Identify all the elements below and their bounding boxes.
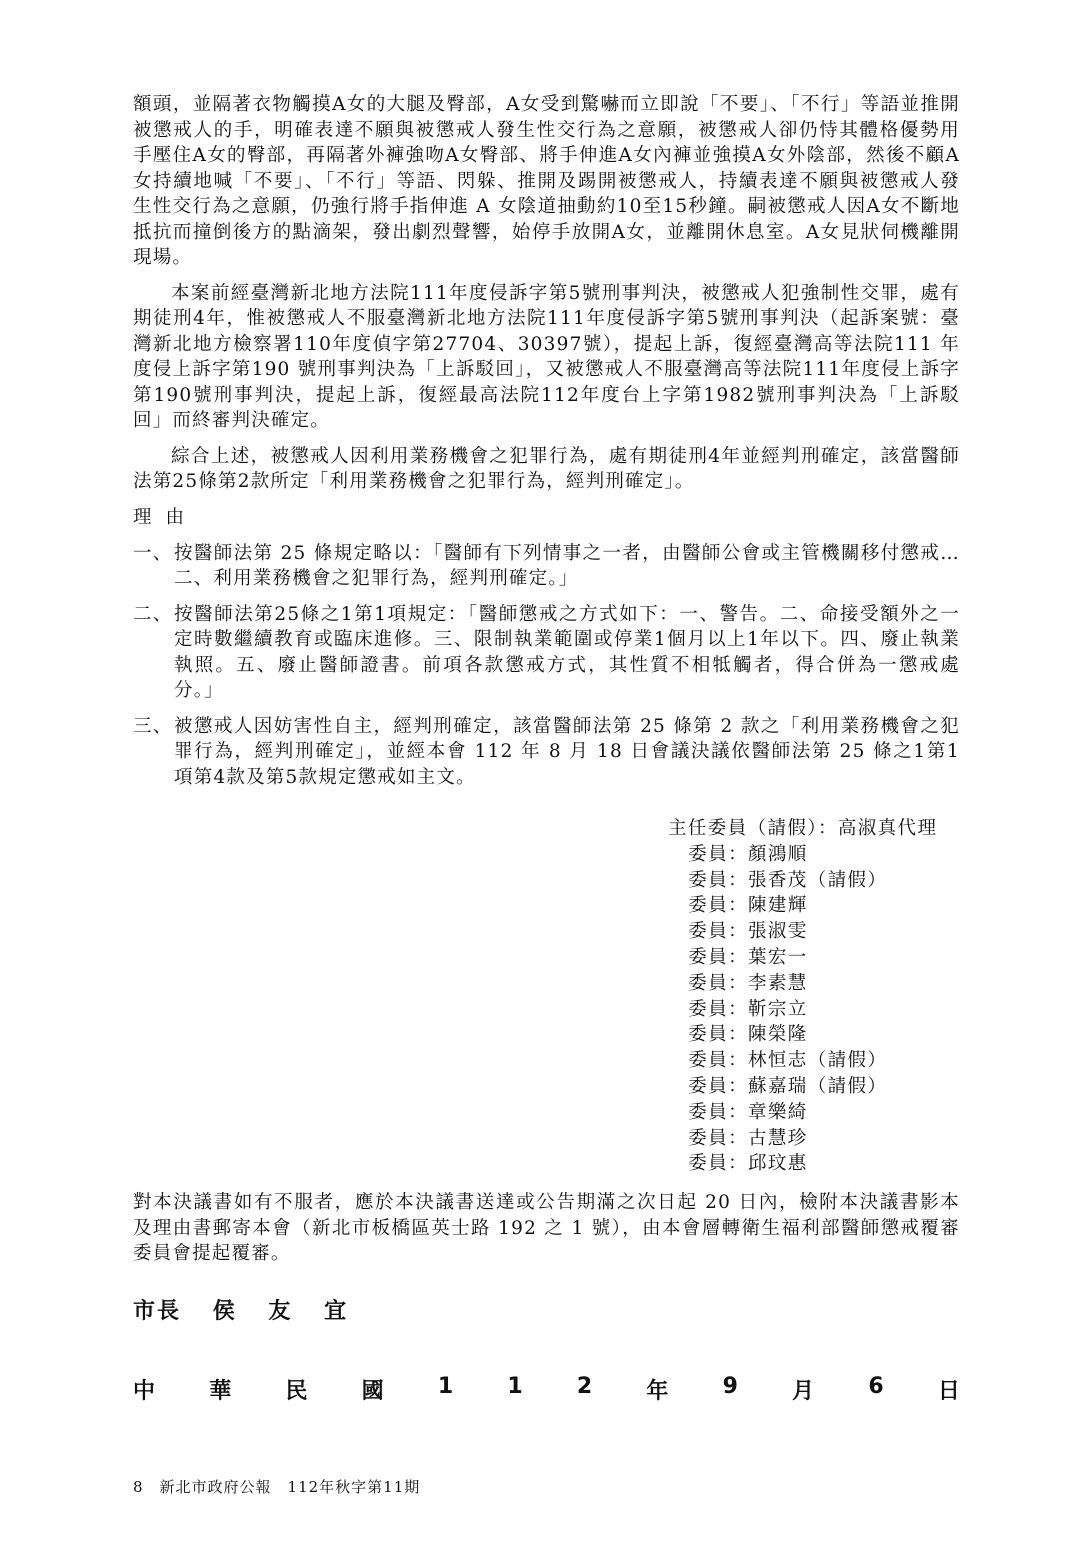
- member-name: 張香茂（請假）: [748, 869, 888, 891]
- reason-item-1: [133, 541, 960, 592]
- committee-member: [668, 1074, 968, 1100]
- reasons-heading: 理由: [133, 506, 199, 528]
- date-char: 1: [437, 1374, 454, 1399]
- member-name: 顏鴻順: [748, 843, 808, 865]
- reason-number: 三、: [133, 715, 173, 737]
- reason-text: 被懲戒人因妨害性自主，經判刑確定，該當醫師法第 25 條第 2 款之「利用業務機會之犯罪行為，經判刑確定」，並經本會 112 年 8 月 18 日會議決議依醫師法第 25 條之1第1項第4款及第5款規定懲戒如主文。: [174, 715, 960, 788]
- member-name: 陳榮隆: [748, 1024, 808, 1046]
- committee-member: [668, 997, 968, 1023]
- committee-member: [668, 1022, 968, 1048]
- appeal-notice: 對本決議書如有不服者，應於本決議書送達或公告期滿之次日起 20 日內，檢附本決議書影本及理由書郵寄本會（新北市板橋區英士路 192 之 1 號），由本會層轉衛生福利部醫師懲戒覆審委員會提起覆審。: [133, 1192, 960, 1264]
- date-char: 月: [792, 1379, 815, 1404]
- member-role-label: 委員：: [688, 921, 748, 943]
- committee-member: [668, 1048, 968, 1074]
- mayor-name-char: 侯: [212, 1299, 237, 1324]
- member-name: 陳建輝: [748, 895, 808, 917]
- member-role-label: 委員：: [688, 1050, 748, 1072]
- mayor-name-char: 宜: [324, 1299, 349, 1324]
- committee-chair: 主任委員（請假）：高淑真代理: [668, 818, 938, 839]
- member-name: 靳宗立: [748, 998, 808, 1020]
- mayor-signature: [133, 1294, 348, 1325]
- member-role-label: 委員：: [688, 843, 748, 865]
- date-char: 年: [646, 1379, 669, 1404]
- committee-member: [668, 842, 968, 868]
- reason-number: 一、: [133, 542, 173, 564]
- facts-paragraph-2: 本案前經臺灣新北地方法院111年度侵訴字第5號刑事判決，被懲戒人犯強制性交罪，處有期徒刑4年，惟被懲戒人不服臺灣新北地方法院111年度侵訴字第5號刑事判決（起訴案號：臺灣新北地方檢察署110年度偵字第27704、30397號），提起上訴，復經臺灣高等法院111 年度侵上訴字第190 號刑事判決為「上訴駁回」，又被懲戒人不服臺灣高等法院111年度侵上訴字第190號刑事判決，提起上訴，復經最高法院112年度台上字第1982號刑事判決為「上訴駁回」而終審判決確定。: [133, 282, 960, 431]
- date-char: 華: [209, 1379, 232, 1404]
- reason-text: 按醫師法第 25 條規定略以：「醫師有下列情事之一者，由醫師公會或主管機關移付懲戒…二、利用業務機會之犯罪行為，經判刑確定。」: [174, 542, 960, 589]
- facts-paragraph-1: 額頭，並隔著衣物觸摸A女的大腿及臀部，A女受到驚嚇而立即說「不要」、「不行」等語並推開被懲戒人的手，明確表達不願與被懲戒人發生性交行為之意願，被懲戒人卻仍恃其體格優勢用手壓住A女的臀部，再隔著外褲強吻A女臀部、將手伸進A女內褲並強摸A女外陰部，然後不顧A女持續地喊「不要」、「不行」等語、閃躲、推開及踢開被懲戒人，持續表達不願與被懲戒人發生性交行為之意願，仍強行將手指伸進 A 女陰道抽動約10至15秒鐘。嗣被懲戒人因A女不斷地抵抗而撞倒後方的點滴架，發出劇烈聲響，始停手放開A女，並離開休息室。A女見狀伺機離開現場。: [133, 94, 960, 268]
- date-char: 1: [507, 1374, 523, 1399]
- member-role-label: 委員：: [688, 972, 748, 994]
- reason-text: 按醫師法第25條之1第1項規定：「醫師懲戒之方式如下：一、警告。二、命接受額外之一定時數繼續教育或臨床進修。三、限制執業範圍或停業1個月以上1年以下。四、廢止執業執照。五、廢止醫師證書。前項各款懲戒方式，其性質不相牴觸者，得合併為一懲戒處分。」: [174, 603, 960, 701]
- reason-item-3: [133, 714, 960, 791]
- committee-member: [668, 1151, 968, 1177]
- committee-member: [668, 945, 968, 971]
- member-name: 葉宏一: [748, 946, 808, 968]
- member-name: 古慧珍: [748, 1127, 808, 1149]
- member-name: 林恒志（請假）: [748, 1050, 888, 1072]
- member-role-label: 委員：: [688, 869, 748, 891]
- member-role-label: 委員：: [688, 1075, 748, 1097]
- mayor-name-char: 友: [268, 1299, 293, 1324]
- reason-item-2: [133, 602, 960, 704]
- date-char: 中: [133, 1379, 156, 1404]
- member-name: 李素慧: [748, 972, 808, 994]
- committee-signatures: [668, 816, 968, 1177]
- date-char: 國: [361, 1379, 384, 1404]
- member-role-label: 委員：: [688, 946, 748, 968]
- member-name: 蘇嘉瑞（請假）: [748, 1075, 888, 1097]
- member-role-label: 委員：: [688, 1024, 748, 1046]
- committee-member: [668, 868, 968, 894]
- committee-member: [668, 919, 968, 945]
- date-char: 日: [937, 1379, 960, 1404]
- date-char: 9: [722, 1374, 738, 1399]
- date-char: 6: [868, 1374, 884, 1399]
- member-role-label: 委員：: [688, 895, 748, 917]
- document-body: [133, 92, 960, 1404]
- reason-number: 二、: [133, 603, 173, 625]
- member-role-label: 委員：: [688, 1127, 748, 1149]
- member-role-label: 委員：: [688, 1101, 748, 1123]
- page-footer: 8 新北市政府公報 112年秋字第11期: [133, 1478, 421, 1496]
- member-role-label: 委員：: [688, 998, 748, 1020]
- committee-member: [668, 893, 968, 919]
- committee-member: [668, 1126, 968, 1152]
- member-name: 張淑雯: [748, 921, 808, 943]
- date-char: 民: [285, 1379, 308, 1404]
- committee-members: [668, 842, 968, 1177]
- committee-member: [668, 971, 968, 997]
- facts-paragraph-3: 綜合上述，被懲戒人因利用業務機會之犯罪行為，處有期徒刑4年並經判刑確定，該當醫師法第25條第2款所定「利用業務機會之犯罪行為，經判刑確定」。: [133, 445, 960, 492]
- issue-date: [133, 1374, 960, 1405]
- mayor-title: 市長: [133, 1299, 182, 1324]
- committee-member: [668, 1100, 968, 1126]
- date-char: 2: [576, 1374, 593, 1399]
- member-role-label: 委員：: [688, 1153, 748, 1175]
- member-name: 邱玟惠: [748, 1153, 808, 1175]
- member-name: 章樂綺: [748, 1101, 808, 1123]
